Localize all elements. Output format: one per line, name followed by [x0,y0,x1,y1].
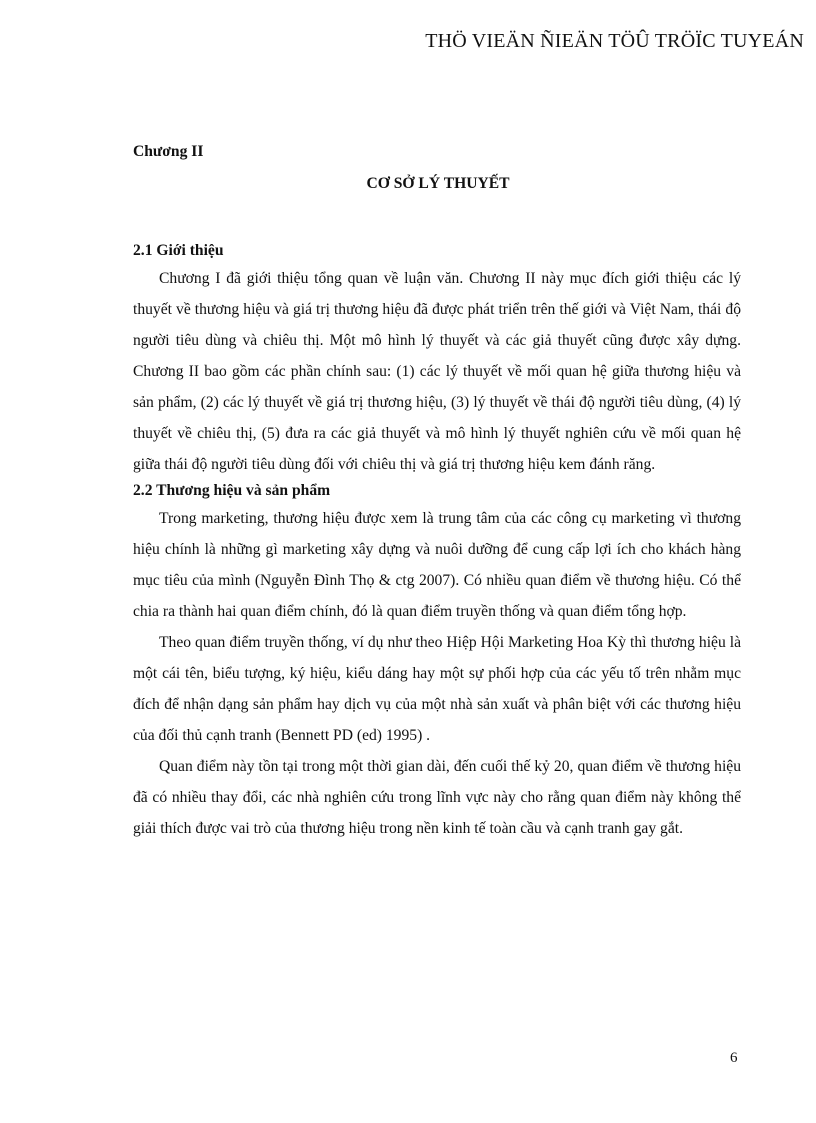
running-header: THÖ VIEÄN ÑIEÄN TÖÛ TRÖÏC TUYEÁN [425,30,804,52]
section-heading-intro: 2.1 Giới thiệu [133,242,224,259]
paragraph-intro: Chương I đã giới thiệu tổng quan về luận văn. Chương II này mục đích giới thiệu các lý thuyết về thương hiệu và giá trị thương hiệu đã được phát triển trên thế giới và Việt Nam, thái độ người tiêu dùng và chiêu thị. Một mô hình lý thuyết và các giả thuyết cũng được xây dựng. Chương II bao gồm các phần chính sau: (1) các lý thuyết về mối quan hệ giữa thương hiệu và sản phẩm, (2) các lý thuyết về giá trị thương hiệu, (3) lý thuyết về thái độ người tiêu dùng, (4) lý thuyết về chiêu thị, (5) đưa ra các giả thuyết và mô hình lý thuyết nghiên cứu về mối quan hệ giữa thái độ người tiêu dùng đối với chiêu thị và giá trị thương hiệu kem đánh răng. [133,270,741,473]
paragraph-brand-1: Trong marketing, thương hiệu được xem là trung tâm của các công cụ marketing vì thương hiệu chính là những gì marketing xây dựng và nuôi dưỡng để cung cấp lợi ích cho khách hàng mục tiêu của mình (Nguyễn Đình Thọ & ctg 2007). Có nhiều quan điểm về thương hiệu. Có thể chia ra thành hai quan điểm chính, đó là quan điểm truyền thống và quan điểm tổng hợp. [133,510,741,620]
page-content [133,142,741,844]
chapter-title: CƠ SỞ LÝ THUYẾT [366,175,510,192]
paragraph-brand-3: Quan điểm này tồn tại trong một thời gian dài, đến cuối thế kỷ 20, quan điểm về thương hiệu đã có nhiều thay đổi, các nhà nghiên cứu trong lĩnh vực này cho rằng quan điểm này không thể giải thích được vai trò của thương hiệu trong nền kinh tế toàn cầu và cạnh tranh gay gắt. [133,758,741,837]
paragraph-brand-2: Theo quan điểm truyền thống, ví dụ như theo Hiệp Hội Marketing Hoa Kỳ thì thương hiệu là một cái tên, biểu tượng, ký hiệu, kiểu dáng hay một sự phối hợp của các yếu tố trên nhằm mục đích để nhận dạng sản phẩm hay dịch vụ của một nhà sản xuất và phân biệt với các thương hiệu của đối thủ cạnh tranh (Bennett PD (ed) 1995) . [133,634,741,744]
page-number: 6 [730,1050,738,1066]
chapter-label: Chương II [133,143,204,160]
section-heading-brand-product: 2.2 Thương hiệu và sản phẩm [133,482,331,499]
